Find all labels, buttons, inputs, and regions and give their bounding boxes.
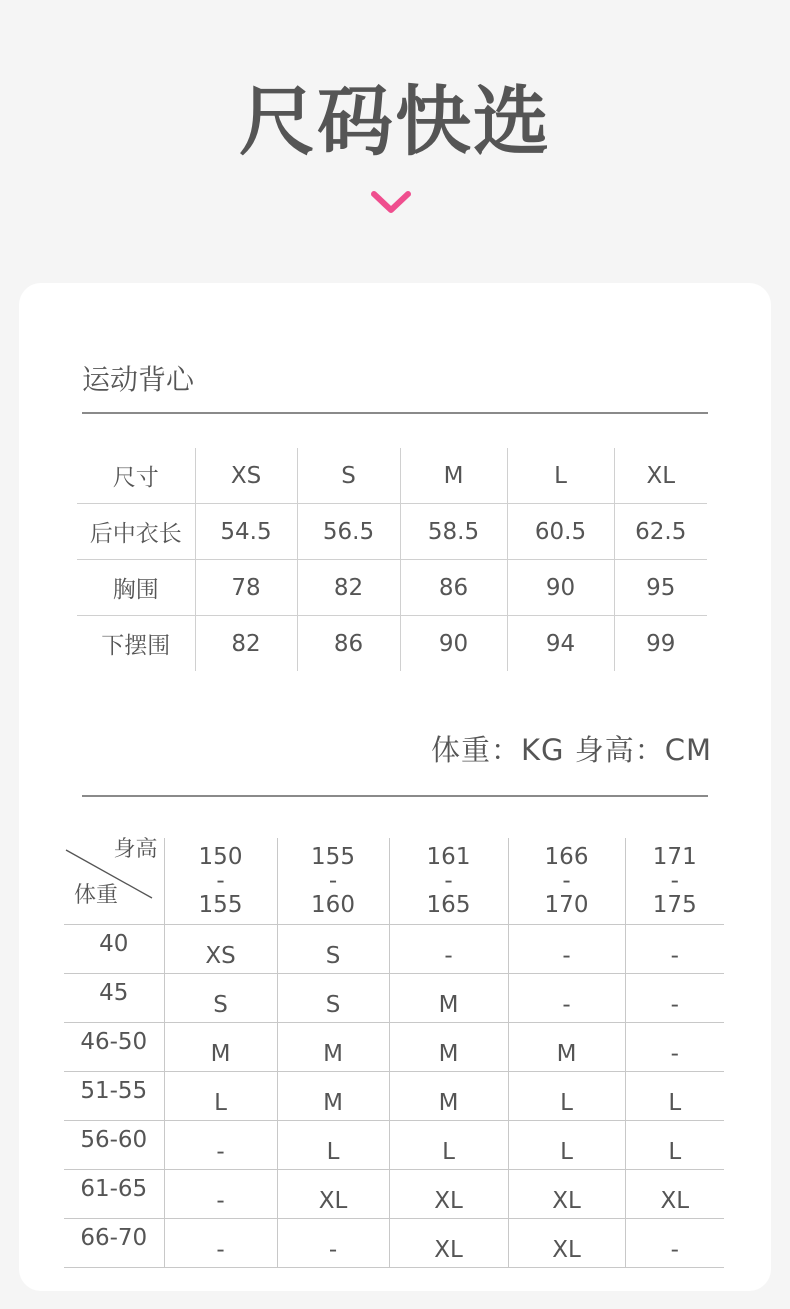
size-cell: M [277,1023,389,1072]
size-cell: L [277,1121,389,1170]
table-row [77,504,707,560]
height-range-cell [389,838,508,925]
size-table [77,448,707,671]
size-table-header-row [77,448,707,504]
size-cell: - [164,1219,277,1268]
size-cell: - [508,925,625,974]
height-range-cell [508,838,625,925]
size-cell: - [164,1170,277,1219]
table-cell: 95 [614,560,707,616]
header-cell: S [297,448,400,504]
weight-cell: 66-70 [64,1219,164,1268]
size-cell: - [625,1023,724,1072]
size-cell: L [508,1121,625,1170]
table-cell: 78 [195,560,297,616]
table-cell: 94 [507,616,614,672]
height-range-cell [277,838,389,925]
divider [82,795,708,797]
size-cell: L [625,1072,724,1121]
size-cell: S [277,974,389,1023]
range-start: 161 [426,844,471,870]
size-cell: M [164,1023,277,1072]
weight-cell: 40 [64,925,164,974]
range-end: 160 [311,892,355,918]
size-cell: S [277,925,389,974]
chevron-down-icon [370,188,412,218]
table-row [64,1023,724,1072]
table-cell: 62.5 [614,504,707,560]
weight-cell: 56-60 [64,1121,164,1170]
divider [82,412,708,414]
weight-cell: 45 [64,974,164,1023]
size-cell: L [508,1072,625,1121]
table-cell: 90 [400,616,507,672]
size-cell: L [164,1072,277,1121]
table-cell: 56.5 [297,504,400,560]
size-cell: XL [625,1170,724,1219]
height-range-cell [164,838,277,925]
size-cell: M [389,974,508,1023]
table-cell: 82 [195,616,297,672]
unit-label: 体重：KG 身高：CM [431,733,712,767]
size-cell: M [277,1072,389,1121]
table-row [64,1219,724,1268]
size-cell: - [625,925,724,974]
row-label: 下摆围 [77,616,195,672]
corner-cell [64,838,164,925]
table-cell: 58.5 [400,504,507,560]
size-cell: - [508,974,625,1023]
size-cell: M [508,1023,625,1072]
size-cell: L [625,1121,724,1170]
size-cell: - [389,925,508,974]
size-cell: S [164,974,277,1023]
weight-label: 体重 [74,883,119,908]
height-label: 身高 [113,837,158,862]
range-dash: - [444,868,453,894]
size-cell: L [389,1121,508,1170]
range-end: 155 [198,892,243,918]
size-cell: - [625,974,724,1023]
table-row [64,974,724,1023]
table-cell: 82 [297,560,400,616]
size-cell: XL [389,1170,508,1219]
weight-cell: 51-55 [64,1072,164,1121]
range-end: 170 [544,892,589,918]
table-row [64,925,724,974]
header-cell: XS [195,448,297,504]
table-cell: 54.5 [195,504,297,560]
header-cell: 尺寸 [112,465,159,491]
range-dash: - [216,868,225,894]
table-row [77,616,707,672]
fit-table-header-row [64,838,724,925]
table-cell: 60.5 [507,504,614,560]
table-cell: 99 [614,616,707,672]
size-cell: - [164,1121,277,1170]
header-cell: XL [614,448,707,504]
size-cell: - [625,1219,724,1268]
page-title: 尺码快选 [239,77,551,166]
size-cell: XL [389,1219,508,1268]
table-cell: 86 [297,616,400,672]
table-cell: 86 [400,560,507,616]
size-cell: M [389,1072,508,1121]
weight-cell: 61-65 [64,1170,164,1219]
size-cell: XS [164,925,277,974]
size-cell: M [389,1023,508,1072]
size-cell: XL [508,1170,625,1219]
size-cell: - [277,1219,389,1268]
range-end: 165 [426,892,471,918]
header-cell: L [507,448,614,504]
section-title: 运动背心 [82,363,195,396]
range-dash: - [328,868,338,894]
range-start: 166 [544,844,589,870]
table-row [64,1170,724,1219]
table-row [64,1121,724,1170]
size-cell: XL [508,1219,625,1268]
range-dash: - [562,868,571,894]
row-label: 后中衣长 [77,504,195,560]
table-cell: 90 [507,560,614,616]
header-cell: M [400,448,507,504]
size-cell: XL [277,1170,389,1219]
table-row [64,1072,724,1121]
weight-cell: 46-50 [64,1023,164,1072]
range-start: 155 [311,844,355,870]
range-start: 150 [198,844,243,870]
fit-table [64,838,724,1268]
table-row [77,560,707,616]
range-dash: - [670,868,679,894]
range-end: 175 [652,892,697,918]
range-start: 171 [652,844,697,870]
row-label: 胸围 [77,560,195,616]
height-range-cell [625,838,724,925]
